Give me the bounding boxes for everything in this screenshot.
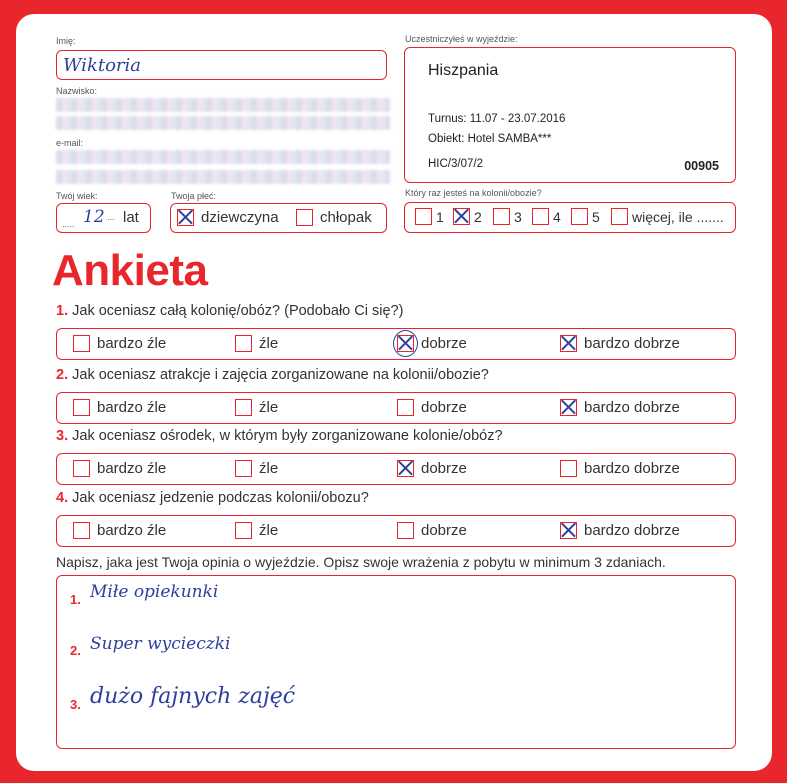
redacted-email-2: [56, 170, 390, 184]
rating-checkbox-bardzo-zle[interactable]: [73, 522, 90, 539]
rating-checkbox-zle[interactable]: [235, 460, 252, 477]
question-number: 4.: [56, 490, 69, 506]
answer-num-2: 2.: [70, 643, 81, 658]
question-number: 1.: [56, 303, 69, 319]
rating-checkbox-bardzo-dobrze[interactable]: [560, 522, 577, 539]
rating-row-3: [56, 453, 736, 485]
page-title: Ankieta: [52, 246, 208, 295]
rating-label: źle: [259, 335, 279, 352]
rating-checkbox-bardzo-dobrze[interactable]: [560, 335, 577, 352]
question-2: [56, 367, 489, 383]
rating-option-bardzo-dobrze[interactable]: [560, 460, 680, 477]
rating-label: dobrze: [421, 460, 467, 477]
label-ktory-raz: Który raz jesteś na kolonii/obozie?: [405, 188, 542, 198]
plec-checkbox-dziewczyna[interactable]: [177, 209, 194, 226]
ktory-raz-option-4[interactable]: [532, 208, 561, 225]
rating-option-bardzo-dobrze[interactable]: [560, 335, 680, 352]
label-imie: Imię:: [56, 36, 76, 46]
question-number: 3.: [56, 428, 69, 444]
rating-checkbox-dobrze[interactable]: [397, 522, 414, 539]
ktory-raz-checkbox-2[interactable]: [453, 208, 470, 225]
ktory-raz-label-wiecej: więcej, ile .......: [632, 208, 724, 225]
redacted-nazwisko: [56, 98, 390, 112]
plec-option-dziewczyna[interactable]: [177, 209, 279, 226]
rating-option-bardzo-dobrze[interactable]: [560, 522, 680, 539]
ktory-raz-option-5[interactable]: [571, 208, 600, 225]
trip-obiekt: Obiekt: Hotel SAMBA***: [428, 133, 552, 145]
opinion-prompt: Napisz, jaka jest Twoja opinia o wyjeździe. Opisz swoje wrażenia z pobytu w minimum 3 zdaniach.: [56, 554, 666, 570]
ktory-raz-option-2[interactable]: [453, 208, 482, 225]
question-text: Jak oceniasz całą kolonię/obóz? (Podobało Ci się?): [72, 303, 404, 319]
rating-option-zle[interactable]: [235, 522, 278, 539]
trip-turnus: Turnus: 11.07 - 23.07.2016: [428, 113, 566, 125]
rating-label: bardzo dobrze: [584, 335, 680, 352]
rating-checkbox-bardzo-dobrze[interactable]: [560, 460, 577, 477]
rating-checkbox-bardzo-zle[interactable]: [73, 399, 90, 416]
wiek-field[interactable]: [56, 203, 151, 233]
answer-text-1: Miłe opiekunki: [90, 582, 219, 602]
wiek-dots: .....: [62, 219, 75, 229]
question-number: 2.: [56, 367, 69, 383]
rating-label: dobrze: [421, 335, 467, 352]
label-plec: Twoja płeć:: [171, 191, 217, 201]
plec-checkbox-chlopak[interactable]: [296, 209, 313, 226]
imie-value: Wiktoria: [63, 55, 142, 76]
rating-option-zle[interactable]: [235, 460, 278, 477]
rating-checkbox-dobrze[interactable]: [397, 399, 414, 416]
question-4: [56, 490, 369, 506]
rating-label: źle: [259, 399, 279, 416]
ktory-raz-option-1[interactable]: [415, 208, 444, 225]
question-3: [56, 428, 503, 444]
ktory-raz-checkbox-4[interactable]: [532, 208, 549, 225]
rating-row-2: [56, 392, 736, 424]
redacted-nazwisko-2: [56, 116, 390, 130]
plec-label-chlopak: chłopak: [320, 209, 372, 226]
rating-option-bardzo-zle[interactable]: [73, 399, 166, 416]
wiek-value: 12: [83, 207, 105, 227]
question-1: [56, 303, 403, 319]
ktory-raz-checkbox-wiecej[interactable]: [611, 208, 628, 225]
ktory-raz-label-4: 4: [553, 208, 561, 225]
wiek-dots-2: ...: [107, 212, 115, 222]
rating-option-zle[interactable]: [235, 399, 278, 416]
rating-checkbox-bardzo-zle[interactable]: [73, 335, 90, 352]
rating-label: bardzo źle: [97, 522, 167, 539]
ktory-raz-option-wiecej[interactable]: [611, 208, 724, 225]
rating-row-1: [56, 328, 736, 360]
rating-checkbox-zle[interactable]: [235, 522, 252, 539]
answer-num-3: 3.: [70, 697, 81, 712]
ktory-raz-checkbox-1[interactable]: [415, 208, 432, 225]
trip-info-box: [404, 47, 736, 183]
rating-option-bardzo-zle[interactable]: [73, 335, 166, 352]
rating-label: źle: [259, 522, 279, 539]
rating-label: bardzo źle: [97, 335, 167, 352]
rating-option-dobrze[interactable]: [397, 460, 467, 477]
rating-label: bardzo źle: [97, 460, 167, 477]
rating-option-dobrze[interactable]: [397, 522, 467, 539]
question-text: Jak oceniasz jedzenie podczas kolonii/obozu?: [72, 490, 369, 506]
label-uczestniczyles: Uczestniczyłeś w wyjeździe:: [405, 34, 518, 44]
wiek-suffix: lat: [123, 209, 139, 226]
ktory-raz-option-3[interactable]: [493, 208, 522, 225]
rating-checkbox-bardzo-dobrze[interactable]: [560, 399, 577, 416]
rating-label: bardzo dobrze: [584, 522, 680, 539]
label-wiek: Twój wiek:: [56, 191, 98, 201]
answer-text-3: dużo fajnych zajęć: [90, 684, 296, 709]
rating-option-bardzo-dobrze[interactable]: [560, 399, 680, 416]
trip-number: 00905: [684, 159, 719, 173]
plec-field: [170, 203, 387, 233]
rating-label: bardzo dobrze: [584, 460, 680, 477]
question-text: Jak oceniasz ośrodek, w którym były zorganizowane kolonie/obóz?: [72, 428, 503, 444]
rating-label: bardzo źle: [97, 399, 167, 416]
question-text: Jak oceniasz atrakcje i zajęcia zorganizowane na kolonii/obozie?: [72, 367, 489, 383]
ktory-raz-label-2: 2: [474, 208, 482, 225]
ktory-raz-label-5: 5: [592, 208, 600, 225]
rating-checkbox-zle[interactable]: [235, 399, 252, 416]
ktory-raz-label-3: 3: [514, 208, 522, 225]
rating-label: bardzo dobrze: [584, 399, 680, 416]
answer-num-1: 1.: [70, 592, 81, 607]
rating-checkbox-dobrze[interactable]: [397, 460, 414, 477]
label-nazwisko: Nazwisko:: [56, 86, 98, 96]
redacted-email: [56, 150, 390, 164]
label-email: e-mail:: [56, 138, 84, 148]
rating-option-dobrze[interactable]: [397, 335, 467, 352]
imie-field[interactable]: [56, 50, 387, 80]
rating-checkbox-zle[interactable]: [235, 335, 252, 352]
ktory-raz-field: [404, 202, 736, 233]
rating-option-zle[interactable]: [235, 335, 278, 352]
rating-checkbox-dobrze[interactable]: [397, 335, 414, 352]
rating-label: dobrze: [421, 522, 467, 539]
circle-mark: [393, 330, 418, 357]
trip-code: HIC/3/07/2: [428, 158, 483, 170]
rating-option-bardzo-zle[interactable]: [73, 522, 166, 539]
ktory-raz-checkbox-3[interactable]: [493, 208, 510, 225]
answer-text-2: Super wycieczki: [90, 634, 231, 654]
rating-checkbox-bardzo-zle[interactable]: [73, 460, 90, 477]
rating-option-dobrze[interactable]: [397, 399, 467, 416]
rating-label: dobrze: [421, 399, 467, 416]
rating-label: źle: [259, 460, 279, 477]
plec-option-chlopak[interactable]: [296, 209, 372, 226]
rating-row-4: [56, 515, 736, 547]
plec-label-dziewczyna: dziewczyna: [201, 209, 279, 226]
ktory-raz-checkbox-5[interactable]: [571, 208, 588, 225]
ktory-raz-label-1: 1: [436, 208, 444, 225]
rating-option-bardzo-zle[interactable]: [73, 460, 166, 477]
trip-destination: Hiszpania: [428, 62, 499, 79]
